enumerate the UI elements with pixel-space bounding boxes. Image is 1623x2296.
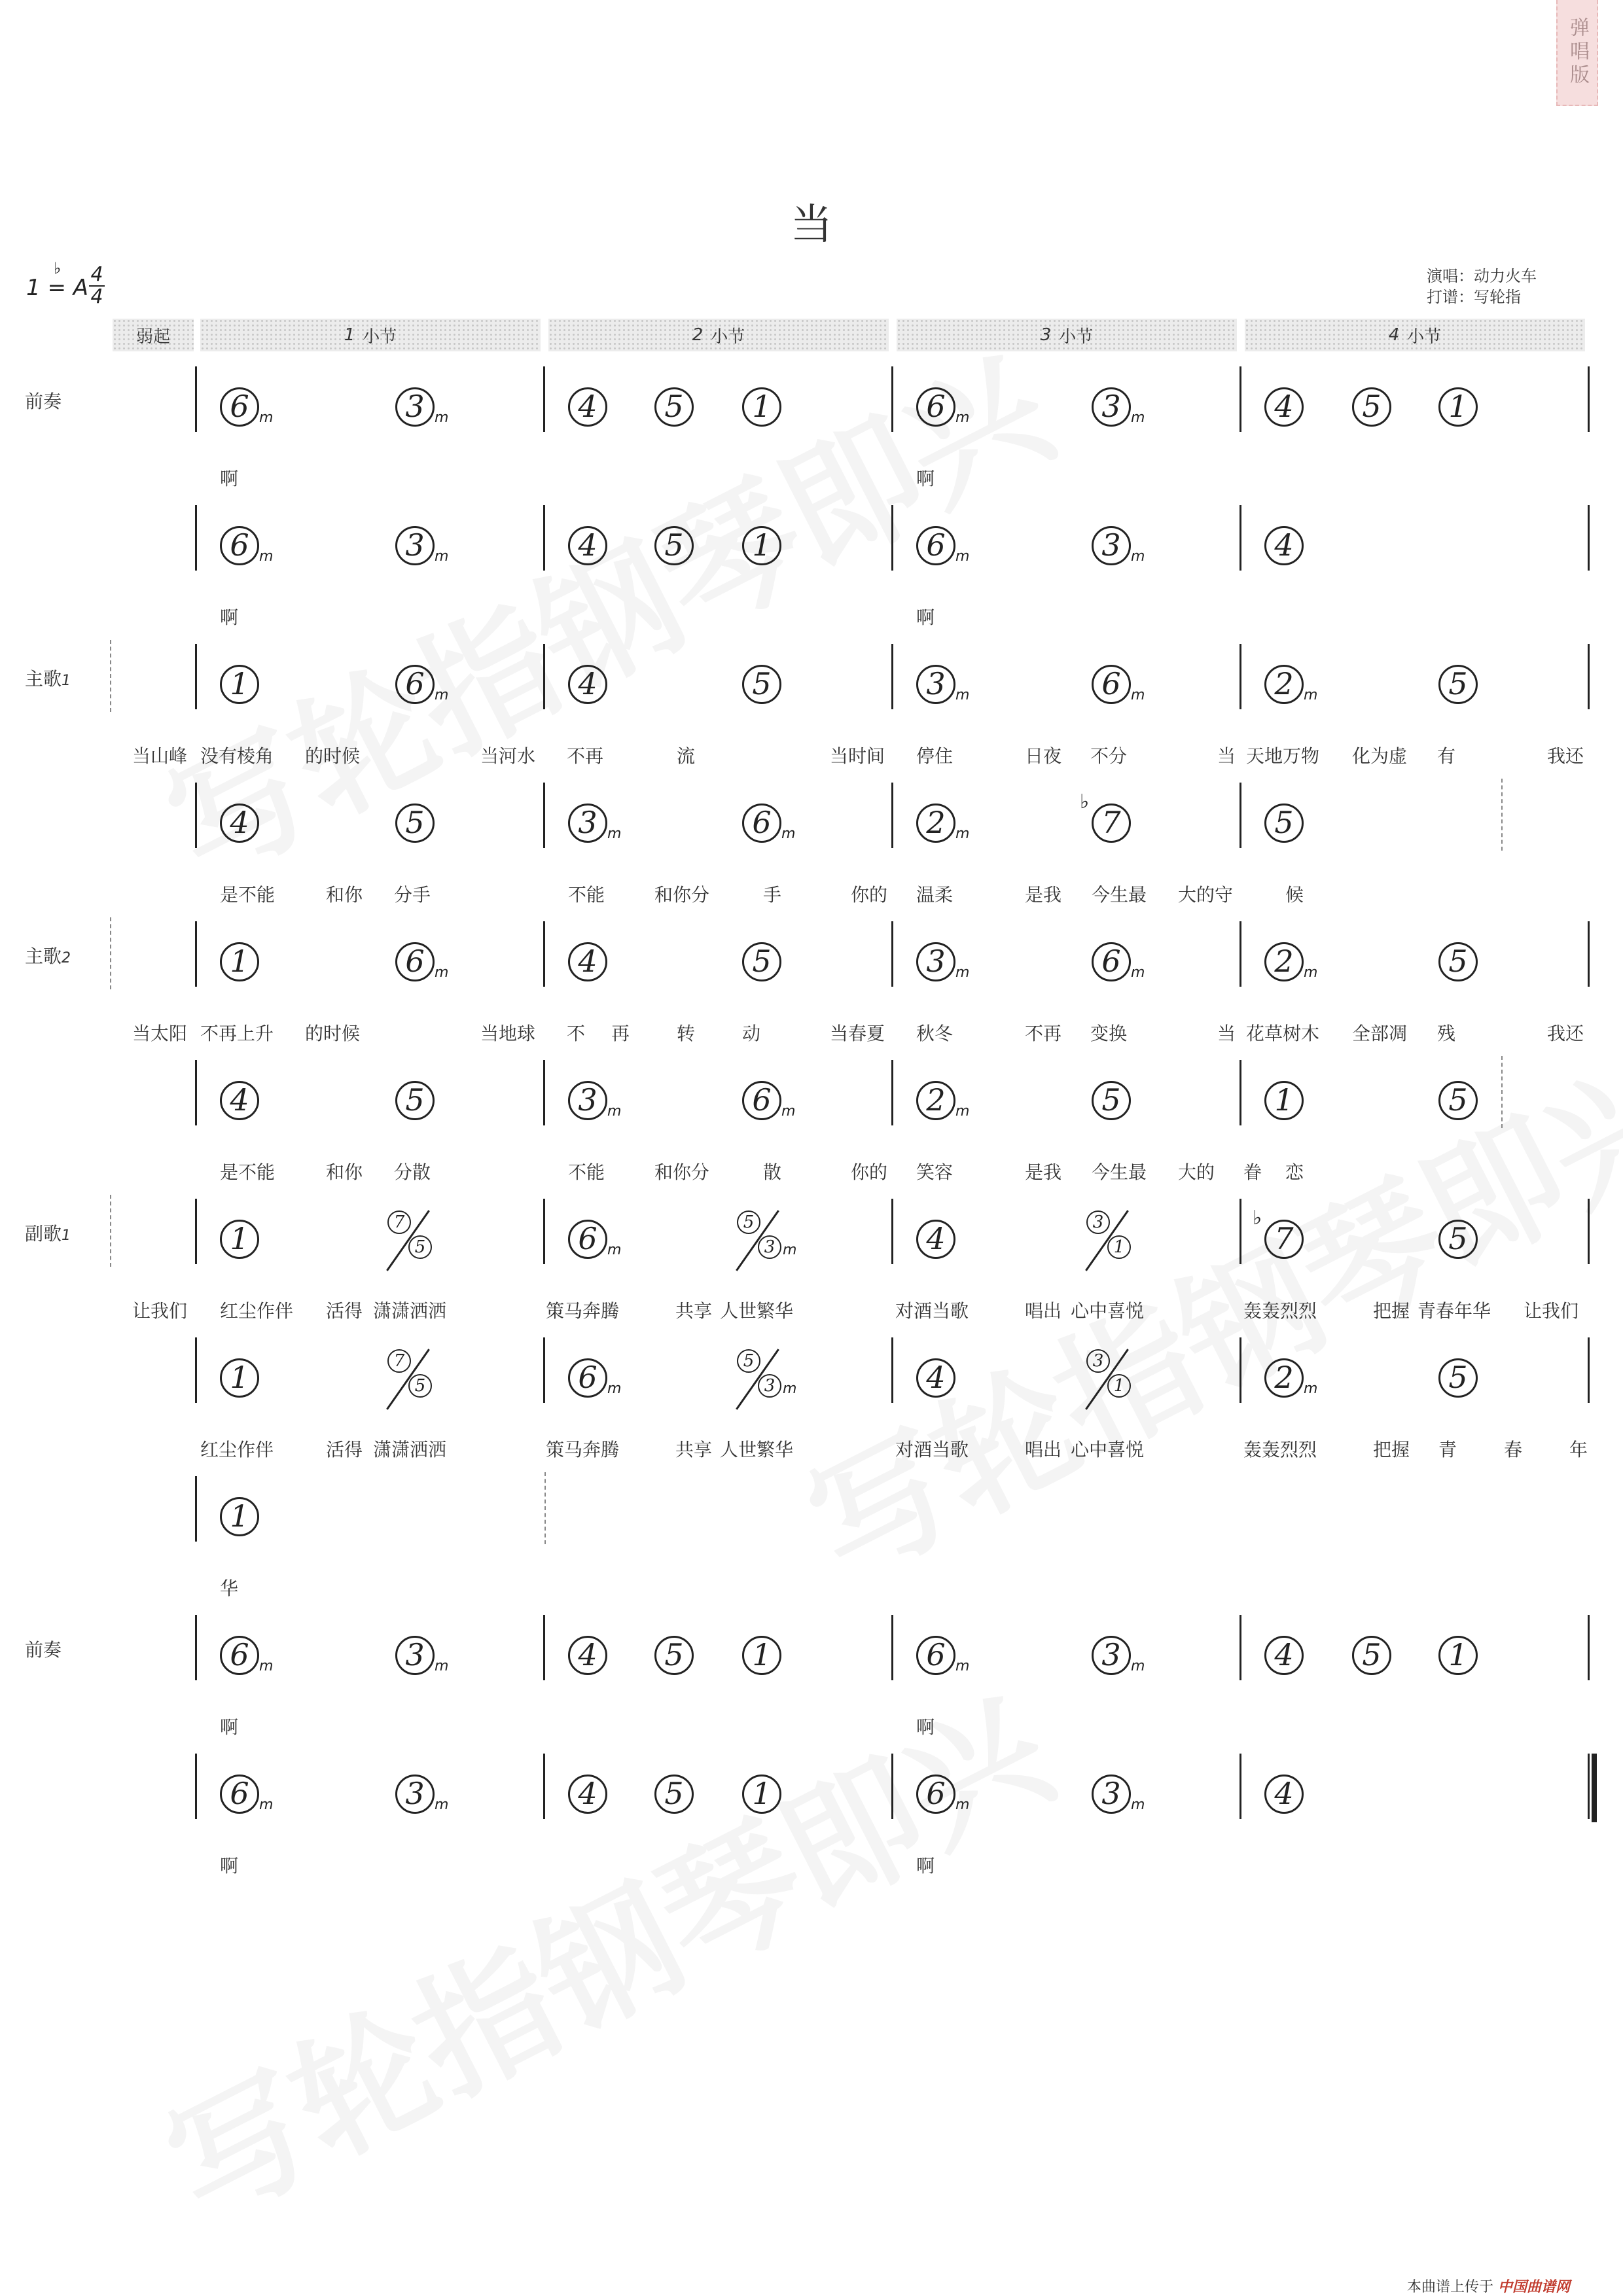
barline <box>891 1337 893 1403</box>
header-bar-3: 3 小节 <box>897 319 1237 351</box>
barline <box>195 1615 197 1680</box>
chord-numeral: 4 <box>1264 387 1304 427</box>
barline <box>1240 505 1241 571</box>
chord-numeral-lower: 3 <box>758 1374 781 1398</box>
lyric-verse1b: 手 <box>763 884 782 906</box>
lyric-verse1b: 你的 <box>851 884 888 906</box>
barline <box>543 644 545 709</box>
watermark <box>131 1644 1078 2257</box>
barline <box>1240 1337 1241 1403</box>
barline <box>1240 1199 1241 1264</box>
chord-numeral: 6 <box>568 1358 607 1398</box>
barline <box>891 644 893 709</box>
chord-numeral-upper: 7 <box>387 1210 411 1234</box>
chord-numeral: 4 <box>568 387 607 427</box>
barline <box>195 783 197 848</box>
barline <box>195 1060 197 1125</box>
section-intro-2: 前奏 <box>25 1639 62 1661</box>
minor-mark: m <box>1131 687 1145 703</box>
lyric-chorus1: 青春年华 <box>1418 1300 1491 1322</box>
barline <box>1240 366 1241 432</box>
minor-mark: m <box>1131 1797 1145 1813</box>
chord-numeral: 5 <box>654 1775 694 1814</box>
chord-numeral: 1 <box>1438 1636 1478 1675</box>
barline <box>891 1060 893 1125</box>
lyric-chorus1b: 轰轰烈烈 <box>1243 1439 1317 1460</box>
barline <box>195 1199 197 1264</box>
barline <box>195 1337 197 1403</box>
lyric-intro: 啊 <box>916 468 935 489</box>
chord-numeral: 1 <box>1264 1081 1304 1120</box>
chord-numeral: 1 <box>742 526 781 565</box>
chord-numeral: 4 <box>916 1358 955 1398</box>
lyric-chorus1b: 红尘作伴 <box>200 1439 274 1460</box>
barline <box>543 1199 545 1264</box>
minor-mark: m <box>607 1103 622 1120</box>
lyric-verse1: 当时间 <box>830 745 885 767</box>
lyric-chorus1: 潇潇洒洒 <box>373 1300 447 1322</box>
lyric-verse2b: 和你 <box>326 1161 363 1183</box>
chord-numeral: 5 <box>1264 804 1304 843</box>
minor-mark: m <box>259 410 274 426</box>
minor-mark: m <box>1131 548 1145 565</box>
minor-mark: m <box>955 964 970 981</box>
lyric-chorus1: 把握 <box>1373 1300 1410 1322</box>
song-info <box>1427 266 1537 308</box>
minor-mark: m <box>1131 1658 1145 1674</box>
lyric-end: 华 <box>220 1578 239 1599</box>
header-pickup: 弱起 <box>113 319 194 351</box>
lyric-verse2: 秋冬 <box>916 1023 954 1044</box>
chord-numeral: 4 <box>568 526 607 565</box>
lyric-chorus1b: 人世繁华 <box>720 1439 794 1460</box>
lyric-chorus1: 轰轰烈烈 <box>1243 1300 1317 1322</box>
time-signature: 4 4 <box>89 265 105 307</box>
lyric-chorus1b: 把握 <box>1373 1439 1410 1460</box>
barline <box>1588 921 1590 987</box>
chord-numeral: 5 <box>1438 1220 1478 1259</box>
key-signature: 1 = A ♭ <box>26 259 89 301</box>
barline <box>543 366 545 432</box>
chord-numeral: 1 <box>742 387 781 427</box>
barline <box>543 505 545 571</box>
flat-icon: ♭ <box>1253 1207 1262 1229</box>
lyric-verse1: 流 <box>677 745 696 767</box>
chord-numeral: 1 <box>742 1775 781 1814</box>
chord-numeral: 6 <box>742 1081 781 1120</box>
footer: 本曲谱上传于 中国曲谱网 <box>1407 2279 1571 2295</box>
barline <box>543 921 545 987</box>
barline <box>195 921 197 987</box>
chord-numeral: 6 <box>1092 665 1131 704</box>
lyric-verse2b: 恋 <box>1285 1161 1304 1183</box>
barline <box>1240 921 1241 987</box>
chord-numeral: 5 <box>654 1636 694 1675</box>
chord-numeral: 3 <box>395 387 435 427</box>
lyric-chorus1b: 唱出 <box>1025 1439 1062 1460</box>
flat-icon: ♭ <box>54 259 62 277</box>
lyric-verse2b: 是我 <box>1025 1161 1062 1183</box>
lyric-verse1: 没有棱角 <box>200 745 274 767</box>
barline <box>1240 1060 1241 1125</box>
lyric-verse2b: 和你分 <box>654 1161 710 1183</box>
lyric-chorus1b: 春 <box>1504 1439 1523 1460</box>
lyric-verse2b: 不能 <box>568 1161 605 1183</box>
chord-numeral-lower: 1 <box>1107 1374 1131 1398</box>
chord-numeral: 6 <box>220 387 259 427</box>
minor-mark: m <box>955 548 970 565</box>
barline <box>1588 644 1590 709</box>
minor-mark: m <box>1304 1381 1318 1397</box>
lyric-verse2: 变换 <box>1090 1023 1128 1044</box>
barline <box>195 1754 197 1819</box>
barline <box>195 366 197 432</box>
chord-numeral-upper: 5 <box>737 1349 760 1373</box>
minor-mark: m <box>259 1797 274 1813</box>
lyric-verse2b: 是不能 <box>220 1161 276 1183</box>
chord-numeral-upper: 7 <box>387 1349 411 1373</box>
lyric-verse1: 天地万物 <box>1246 745 1320 767</box>
chord-numeral: 6 <box>220 526 259 565</box>
lyric-chorus1: 让我们 <box>1524 1300 1579 1322</box>
barline <box>195 505 197 571</box>
minor-mark: m <box>1131 410 1145 426</box>
flat-icon: ♭ <box>1080 790 1090 813</box>
lyric-verse2: 当太阳 <box>132 1023 188 1044</box>
chord-numeral: 6 <box>1092 942 1131 981</box>
barline <box>1588 1615 1590 1680</box>
chord-numeral: 3 <box>568 804 607 843</box>
lyric-verse1b: 不能 <box>568 884 605 906</box>
chord-numeral: 6 <box>395 665 435 704</box>
chord-numeral: 2 <box>1264 942 1304 981</box>
barline <box>543 1615 545 1680</box>
chord-numeral: 3 <box>395 1636 435 1675</box>
chord-numeral-lower: 5 <box>408 1374 432 1398</box>
header-bar-1: 1 小节 <box>200 319 541 351</box>
barline <box>1588 505 1590 571</box>
barline <box>891 1615 893 1680</box>
lyric-verse1: 不再 <box>567 745 604 767</box>
lyric-chorus1: 人世繁华 <box>720 1300 794 1322</box>
barline <box>1588 1754 1590 1819</box>
lyric-chorus1: 心中喜悦 <box>1071 1300 1145 1322</box>
barline <box>891 921 893 987</box>
chord-numeral: 3 <box>1092 1775 1131 1814</box>
lyric-verse1: 停住 <box>916 745 954 767</box>
lyric-verse1: 化为虚 <box>1352 745 1408 767</box>
lyric-chorus1: 唱出 <box>1025 1300 1062 1322</box>
lyric-verse2: 当春夏 <box>830 1023 885 1044</box>
minor-mark: m <box>783 1242 797 1258</box>
chord-numeral: 4 <box>220 1081 259 1120</box>
repeat-dashed-line <box>1501 779 1503 851</box>
pickup-dashed-line <box>110 1195 111 1267</box>
lyric-chorus1b: 青 <box>1438 1439 1457 1460</box>
lyric-verse1b: 候 <box>1285 884 1304 906</box>
chord-numeral: 5 <box>1438 1081 1478 1120</box>
lyric-chorus1: 共享 <box>675 1300 713 1322</box>
lyric-verse2: 不再 <box>1025 1023 1062 1044</box>
lyric-chorus1: 活得 <box>326 1300 363 1322</box>
lyric-chorus1b: 对酒当歌 <box>895 1439 969 1460</box>
lyric-verse1: 当河水 <box>480 745 536 767</box>
chord-numeral: 6 <box>742 804 781 843</box>
chord-numeral: 2 <box>916 804 955 843</box>
lyric-verse1b: 今生最 <box>1092 884 1147 906</box>
minor-mark: m <box>783 1381 797 1397</box>
minor-mark: m <box>607 1242 622 1258</box>
chord-numeral: 5 <box>742 942 781 981</box>
pickup-dashed-line <box>110 640 111 712</box>
singer: 演唱：动力火车 <box>1427 267 1537 285</box>
lyric-chorus1b: 活得 <box>326 1439 363 1460</box>
chord-numeral: 4 <box>568 942 607 981</box>
barline <box>891 366 893 432</box>
chord-numeral: 5 <box>1438 1358 1478 1398</box>
chord-numeral: 4 <box>568 665 607 704</box>
chord-numeral: 4 <box>220 804 259 843</box>
chord-numeral: 6 <box>568 1220 607 1259</box>
lyric-verse2: 再 <box>611 1023 630 1044</box>
lyric-chorus1b: 年 <box>1569 1439 1588 1460</box>
minor-mark: m <box>955 410 970 426</box>
barline <box>543 783 545 848</box>
chord-numeral: 5 <box>1438 942 1478 981</box>
minor-mark: m <box>435 548 449 565</box>
lyric-verse2b: 笑容 <box>916 1161 954 1183</box>
chord-numeral: 4 <box>1264 1636 1304 1675</box>
lyric-verse1: 不分 <box>1090 745 1128 767</box>
lyric-verse2: 全部凋 <box>1352 1023 1408 1044</box>
chord-numeral: 5 <box>1352 1636 1391 1675</box>
chord-numeral: 3 <box>568 1081 607 1120</box>
minor-mark: m <box>435 687 449 703</box>
minor-mark: m <box>607 826 622 842</box>
chord-numeral-lower: 3 <box>758 1235 781 1259</box>
lyric-verse1b: 和你 <box>326 884 363 906</box>
pickup-dashed-line <box>110 917 111 989</box>
minor-mark: m <box>955 687 970 703</box>
chord-numeral: 1 <box>220 1220 259 1259</box>
lyric-verse2b: 你的 <box>851 1161 888 1183</box>
barline <box>891 1199 893 1264</box>
minor-mark: m <box>955 1103 970 1120</box>
lyric-chorus1b: 心中喜悦 <box>1071 1439 1145 1460</box>
chord-numeral: 3 <box>1092 387 1131 427</box>
lyric-verse2: 转 <box>677 1023 696 1044</box>
chord-numeral: 4 <box>568 1775 607 1814</box>
chord-numeral: 5 <box>1438 665 1478 704</box>
lyric-chorus1b: 共享 <box>675 1439 713 1460</box>
lyric-verse2: 当地球 <box>480 1023 536 1044</box>
ending-dashed-line <box>544 1472 546 1544</box>
lyric-chorus1: 策马奔腾 <box>546 1300 620 1322</box>
section-verse-1: 主歌1 <box>25 668 71 690</box>
chord-numeral: 3 <box>1092 526 1131 565</box>
lyric-verse2: 不再上升 <box>200 1023 274 1044</box>
lyric-chorus1: 红尘作伴 <box>220 1300 294 1322</box>
final-barline <box>1592 1754 1597 1822</box>
barline <box>1588 1199 1590 1264</box>
chord-numeral: 5 <box>395 1081 435 1120</box>
chord-numeral: 7 <box>1092 804 1131 843</box>
minor-mark: m <box>781 826 796 842</box>
minor-mark: m <box>1304 964 1318 981</box>
chord-numeral: 7 <box>1264 1220 1304 1259</box>
minor-mark: m <box>607 1381 622 1397</box>
lyric-chorus1: 对酒当歌 <box>895 1300 969 1322</box>
lyric-verse1b: 是我 <box>1025 884 1062 906</box>
chord-numeral: 4 <box>1264 526 1304 565</box>
barline <box>1240 644 1241 709</box>
lyric-verse1: 当 <box>1217 745 1236 767</box>
minor-mark: m <box>955 1658 970 1674</box>
lyric-verse1b: 和你分 <box>654 884 710 906</box>
chord-numeral: 5 <box>1352 387 1391 427</box>
chord-numeral: 2 <box>1264 665 1304 704</box>
minor-mark: m <box>955 1797 970 1813</box>
header-bar-2: 2 小节 <box>548 319 889 351</box>
minor-mark: m <box>435 964 449 981</box>
lyric-verse1: 日夜 <box>1025 745 1062 767</box>
chord-numeral: 1 <box>742 1636 781 1675</box>
barline <box>1240 1615 1241 1680</box>
chord-numeral: 4 <box>916 1220 955 1259</box>
chord-numeral-upper: 3 <box>1086 1210 1110 1234</box>
lyric-verse1b: 分手 <box>394 884 431 906</box>
lyric-verse1: 的时候 <box>305 745 361 767</box>
version-badge: 弹唱版 <box>1556 0 1598 106</box>
minor-mark: m <box>435 1797 449 1813</box>
lyric-verse2: 花草树木 <box>1246 1023 1320 1044</box>
barline <box>195 644 197 709</box>
lyric-verse2: 当 <box>1217 1023 1236 1044</box>
barline <box>891 783 893 848</box>
lyric-chorus1b: 潇潇洒洒 <box>373 1439 447 1460</box>
chord-numeral: 5 <box>654 387 694 427</box>
barline <box>543 1337 545 1403</box>
lyric-verse2: 不 <box>567 1023 586 1044</box>
minor-mark: m <box>781 1103 796 1120</box>
lyric-verse1b: 大的守 <box>1178 884 1234 906</box>
minor-mark: m <box>259 1658 274 1674</box>
lyric-intro: 啊 <box>220 607 239 628</box>
chord-numeral: 3 <box>395 526 435 565</box>
chord-numeral: 5 <box>742 665 781 704</box>
chord-numeral: 1 <box>220 942 259 981</box>
chord-numeral: 3 <box>916 942 955 981</box>
lyric-intro: 啊 <box>916 607 935 628</box>
chord-numeral: 4 <box>1264 1775 1304 1814</box>
lyric-intro: 啊 <box>916 1855 935 1877</box>
minor-mark: m <box>435 1658 449 1674</box>
chord-numeral: 6 <box>916 387 955 427</box>
lyric-verse2b: 分散 <box>394 1161 431 1183</box>
barline <box>195 1476 197 1542</box>
repeat-dashed-line <box>1501 1056 1503 1128</box>
lyric-chorus1: 让我们 <box>132 1300 188 1322</box>
chord-numeral-lower: 1 <box>1107 1235 1131 1259</box>
chord-numeral: 1 <box>1438 387 1478 427</box>
chord-numeral: 4 <box>568 1636 607 1675</box>
barline <box>1588 366 1590 432</box>
chord-numeral-lower: 5 <box>408 1235 432 1259</box>
minor-mark: m <box>435 410 449 426</box>
lyric-intro: 啊 <box>220 468 239 489</box>
lyric-intro: 啊 <box>220 1716 239 1738</box>
minor-mark: m <box>1131 964 1145 981</box>
chord-numeral: 5 <box>654 526 694 565</box>
section-verse-2: 主歌2 <box>25 945 71 967</box>
barline <box>1240 783 1241 848</box>
lyric-verse2: 残 <box>1437 1023 1456 1044</box>
lyric-verse2: 我还 <box>1547 1023 1584 1044</box>
section-chorus-1: 副歌1 <box>25 1223 71 1245</box>
lyric-verse2: 的时候 <box>305 1023 361 1044</box>
chord-numeral: 2 <box>1264 1358 1304 1398</box>
lyric-verse1b: 是不能 <box>220 884 276 906</box>
chord-numeral: 5 <box>395 804 435 843</box>
lyric-verse1b: 温柔 <box>916 884 954 906</box>
lyric-chorus1b: 策马奔腾 <box>546 1439 620 1460</box>
arranger: 打谱：写轮指 <box>1427 288 1521 306</box>
chord-numeral: 6 <box>916 1636 955 1675</box>
chord-numeral: 1 <box>220 1358 259 1398</box>
section-intro: 前奏 <box>25 391 62 412</box>
lyric-verse2b: 眷 <box>1243 1161 1262 1183</box>
chord-numeral: 6 <box>220 1775 259 1814</box>
lyric-verse2b: 今生最 <box>1092 1161 1147 1183</box>
minor-mark: m <box>1304 687 1318 703</box>
chord-numeral: 1 <box>220 1497 259 1536</box>
chord-numeral: 1 <box>220 665 259 704</box>
chord-numeral: 6 <box>395 942 435 981</box>
barline <box>891 1754 893 1819</box>
lyric-intro: 啊 <box>220 1855 239 1877</box>
minor-mark: m <box>955 826 970 842</box>
header-bar-4: 4 小节 <box>1245 319 1585 351</box>
chord-numeral-upper: 5 <box>737 1210 760 1234</box>
chord-numeral: 2 <box>916 1081 955 1120</box>
barline <box>1240 1754 1241 1819</box>
page-title: 当 <box>791 201 832 249</box>
barline <box>543 1754 545 1819</box>
chord-numeral: 5 <box>1092 1081 1131 1120</box>
chord-numeral: 6 <box>916 1775 955 1814</box>
lyric-intro: 啊 <box>916 1716 935 1738</box>
chord-numeral: 3 <box>395 1775 435 1814</box>
lyric-verse1: 有 <box>1437 745 1456 767</box>
chord-numeral: 6 <box>220 1636 259 1675</box>
chord-numeral: 6 <box>916 526 955 565</box>
lyric-verse2b: 大的 <box>1178 1161 1215 1183</box>
minor-mark: m <box>259 548 274 565</box>
lyric-verse2b: 散 <box>763 1161 782 1183</box>
chord-numeral-upper: 3 <box>1086 1349 1110 1373</box>
lyric-verse1: 我还 <box>1547 745 1584 767</box>
barline <box>1588 1337 1590 1403</box>
lyric-verse1: 当山峰 <box>132 745 188 767</box>
barline <box>891 505 893 571</box>
lyric-verse2: 动 <box>742 1023 761 1044</box>
chord-numeral: 3 <box>916 665 955 704</box>
barline <box>543 1060 545 1125</box>
chord-numeral: 3 <box>1092 1636 1131 1675</box>
